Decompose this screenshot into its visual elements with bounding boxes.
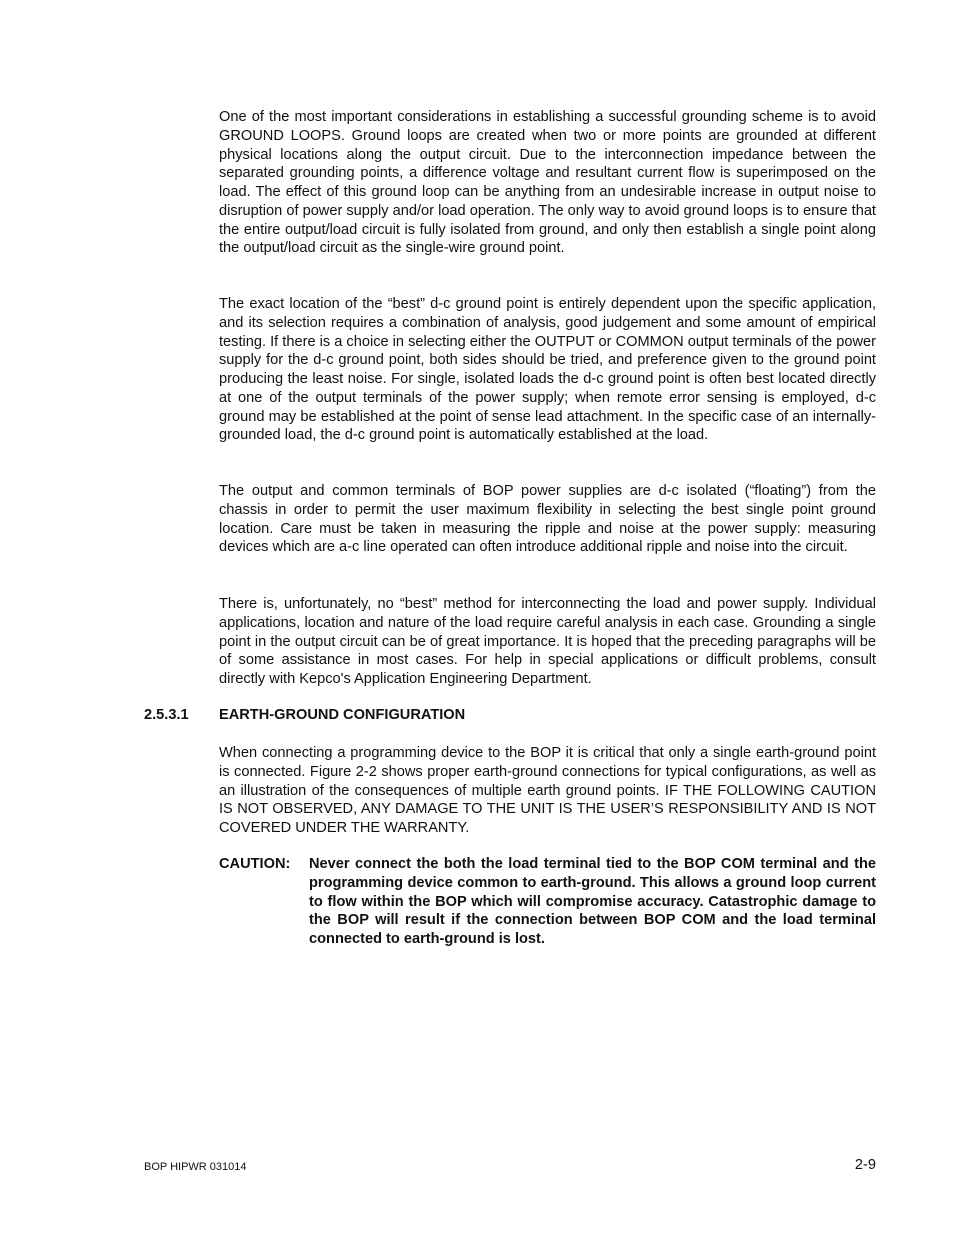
footer-doc-id: BOP HIPWR 031014 bbox=[144, 1161, 247, 1173]
section-number: 2.5.3.1 bbox=[144, 707, 189, 723]
section-title: EARTH-GROUND CONFIGURATION bbox=[219, 707, 466, 723]
caution-text: Never connect the both the load terminal tied to the BOP COM terminal and the programming device common to earth-ground. This allows a ground loop current to flow within the BOP which will compromise accuracy. Catastrophic damage to the BOP will result if the connection between BOP COM and the load terminal connected to earth-ground is lost. bbox=[309, 856, 876, 947]
footer-page-number: 2-9 bbox=[854, 1157, 876, 1173]
paragraph-floating-terminals: The output and common terminals of BOP power supplies are d-c isolated (“floating”) from the chassis in order to permit the user maximum flexibility in selecting the best single point ground location. Care must be taken in measuring the ripple and noise at the power supply: measuring devices which are a-c line operated can often introduce additional ripple and noise into the circuit. bbox=[219, 483, 876, 556]
paragraph-ground-loops: One of the most important considerations in establishing a successful grounding scheme is to avoid GROUND LOOPS. Ground loops are created when two or more points are grounded at different physical locations along the output circuit. Due to the interconnection impedance between the separated grounding points, a difference voltage and resultant current flow is superimposed on the load. The effect of this ground loop can be anything from an undesirable increase in output noise to disruption of power supply and/or load operation. The only way to avoid ground loops is to ensure that the entire output/load circuit is fully isolated from ground, and only then establish a single point along the output/load circuit as the single-wire ground point. bbox=[219, 109, 876, 257]
section-body-paragraph: When connecting a programming device to the BOP it is critical that only a single earth-ground point is connected. Figure 2-2 shows proper earth-ground connections for typical configurations, as well as an illustration of the consequences of multiple earth ground points. IF THE FOLLOWING CAUTION IS NOT OBSERVED, ANY DAMAGE TO THE UNIT IS THE USER’S RESPONSIBILITY AND IS NOT COVERED UNDER THE WARRANTY. bbox=[219, 745, 876, 836]
caution-label: CAUTION: bbox=[219, 856, 291, 872]
paragraph-dc-ground-point: The exact location of the “best” d-c ground point is entirely dependent upon the specific application, and its selection requires a combination of analysis, good judgement and some amount of empirical testing. If there is a choice in selecting either the OUTPUT or COMMON output terminals of the power supply for the d-c ground point, both sides should be tried, and preference given to the ground point producing the least noise. For single, isolated loads the d-c ground point is often best located directly at one of the output terminals of the power supply; when remote error sensing is employed, d-c ground may be established at the point of sense lead attachment. In the specific case of an internally-grounded load, the d-c ground point is automatically established at the load. bbox=[219, 296, 876, 444]
paragraph-interconnection-method: There is, unfortunately, no “best” method for interconnecting the load and power supply. Individual applications, location and nature of the load require careful analysis in each case. Grounding a single point in the output circuit can be of great importance. It is hoped that the preceding paragraphs will be of some assistance in most cases. For help in special applications or difficult problems, consult directly with Kepco's Application Engineering Department. bbox=[219, 596, 876, 687]
